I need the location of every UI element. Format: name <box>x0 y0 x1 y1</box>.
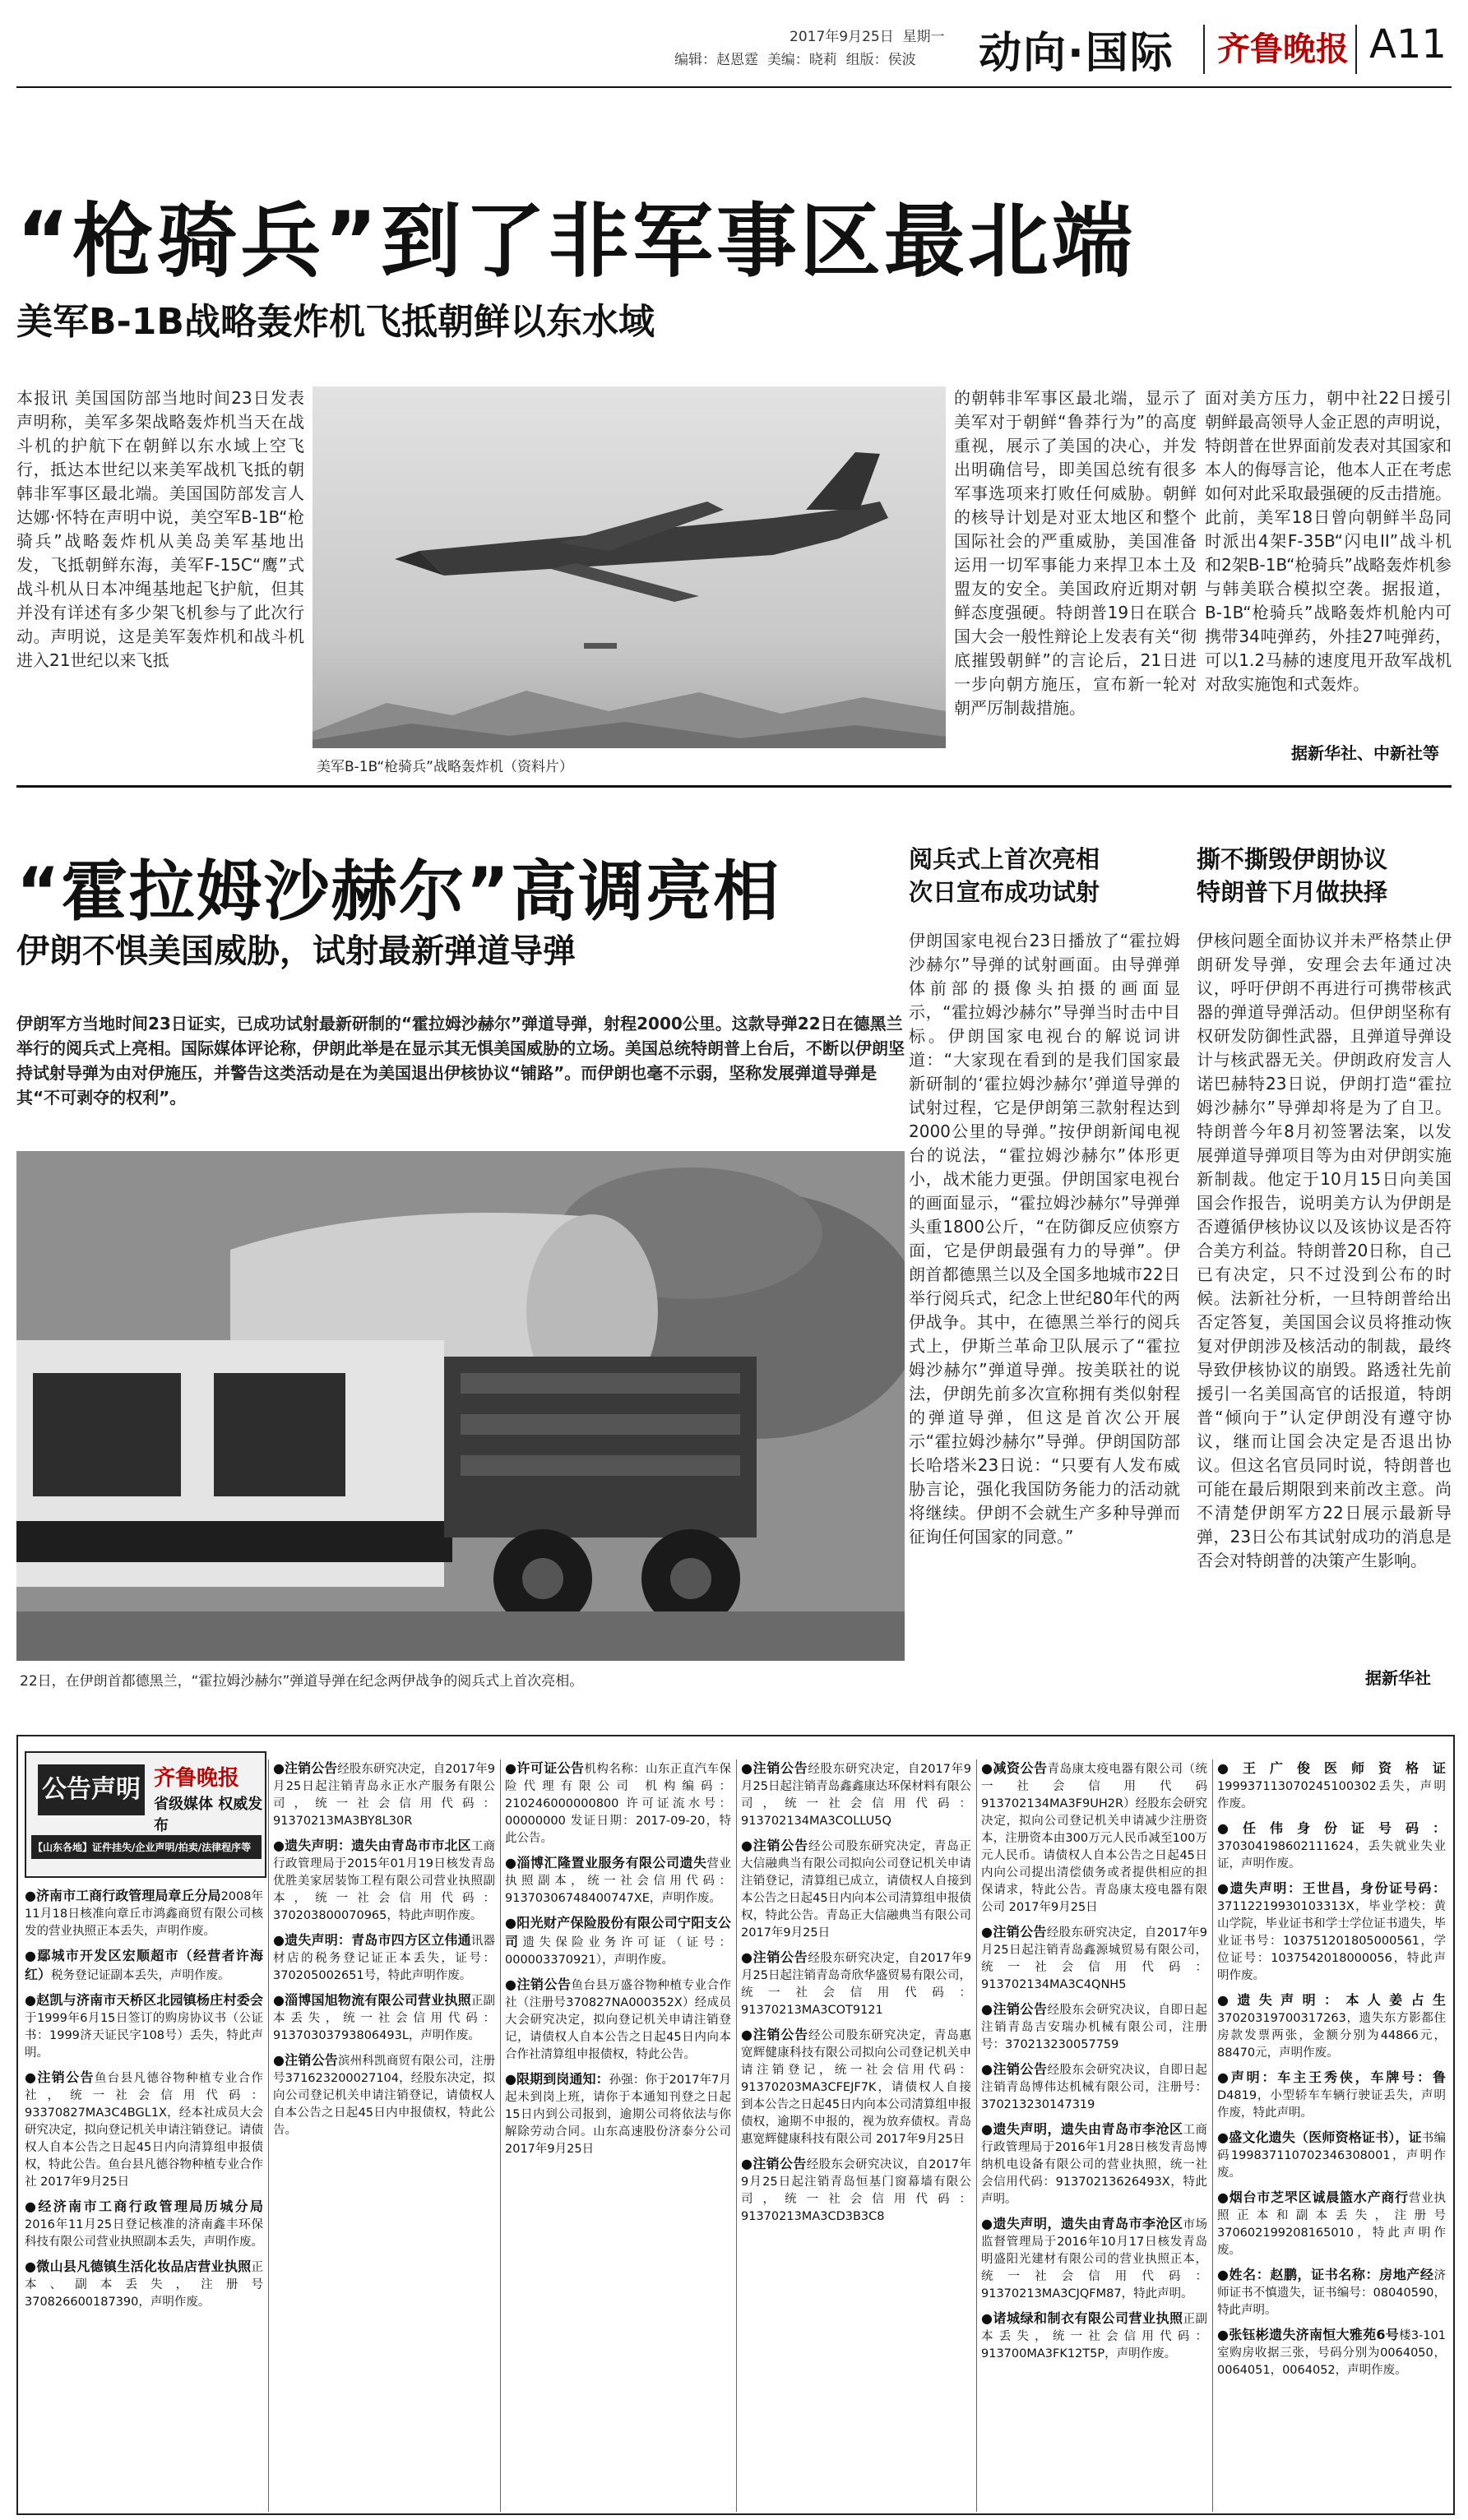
notice-heading: ●张钰彬遗失济南恒大雅苑6号 <box>1217 2327 1400 2342</box>
notice-item <box>741 1837 971 1942</box>
notice-text: 楼3-101室购房收据三张，号码分别为0064050，0064051，0064052，声明作废。 <box>1217 2329 1446 2377</box>
notice-heading: ●许可证公告 <box>505 1760 585 1776</box>
notice-item <box>505 1914 731 1969</box>
notice-item <box>981 2120 1207 2208</box>
story1-credit: 据新华社、中新社等 <box>1291 743 1439 763</box>
notice-item <box>505 2070 731 2158</box>
notice-text: 经股东研究决定，自2017年9月25日起注销青岛鑫源城贸易有限公司，统一社会信用代码：913702134MA3C4QNH5 <box>981 1926 1207 1991</box>
story-divider <box>16 785 1452 788</box>
section-title: 动向·国际 <box>979 29 1174 78</box>
story2-lead: 伊朗军方当地时间23日证实，已成功试射最新研制的“霍拉姆沙赫尔”弹道导弹，射程2000公里。这款导弹22日在德黑兰举行的阅兵式上亮相。国际媒体评论称，伊朗此举是在显示其无惧美国威胁的立场。美国总统特朗普上台后，不断以伊朗坚持试射导弹为由对伊施压，并警告这类活动是在为美国退出伊核协议“铺路”。而伊朗也毫不示弱，坚称发展弹道导弹是其“不可剥夺的权利”。 <box>16 1014 905 1107</box>
notice-heading: ●注销公告 <box>741 2156 807 2171</box>
notice-heading: ●烟台市芝罘区诚晨篮水产商行 <box>1217 2189 1409 2205</box>
proof-text: 组版：侯波 <box>845 52 916 68</box>
ads-banner <box>25 1751 266 1878</box>
notice-item <box>273 2051 495 2139</box>
notice-text: 经公司股东研究决定，青岛惠宽辉健康科技有限公司拟向公司登记机关申请注销登记，统一社会信用代码：91370203MA3CFEJF7K，请债权人自接到本公告之日起45日内向本公司清算组申报债权，逾期不申报的，视为放弃债权。青岛惠宽辉健康科技有限公司 2017年9月25日 <box>741 2029 971 2146</box>
ads-column-divider <box>500 1759 501 2512</box>
notice-text: 于1999年6月15日签订的购房协议书（公证书：1999济天证民字108号）丢失，特此声明。 <box>25 2012 263 2060</box>
notice-item <box>25 2258 263 2311</box>
header-editors <box>674 48 916 68</box>
notice-heading: ●注销公告 <box>981 1924 1047 1940</box>
notice-heading: ●遗失声明：青岛市四方区立伟通 <box>273 1932 471 1948</box>
notice-text: 经股东研究决定，自2017年9月25日起注销青岛奇欣华盛贸易有限公司，统一社会信用代码：91370213MA3COT9121 <box>741 1952 971 2017</box>
notice-text: 经股东会研究决议，自2017年9月25日起注销青岛恒基门窗幕墙有限公司，统一社会信用代码：91370213MA3CD3B3C8 <box>741 2158 971 2223</box>
notice-item <box>273 1991 495 2045</box>
notice-heading: ●限期到岗通知： <box>505 2071 609 2087</box>
story1-column-1: 本报讯 美国国防部当地时间23日发表声明称，美军多架战略轰炸机当天在战斗机的护航下在朝鲜以东水域上空飞行，抵达本世纪以来美军战机飞抵的朝韩非军事区最北端。美国国防部发言人达娜·怀特在声明中说，美空军B-1B“枪骑兵”战略轰炸机从美岛美军基地出发，飞抵朝鲜东海，美军F-15C“鹰”式战斗机从日本冲绳基地起飞护航，但其并没有详述有多少架飞机参与了此次行动。声明说，这是美军轰炸机和战斗机进入21世纪以来飞抵 <box>16 388 304 670</box>
ads-banner-slogan: 省级媒体 权威发布 <box>154 1796 263 1834</box>
notice-heading: ●注销公告 <box>505 1977 572 1992</box>
notice-item <box>981 2000 1207 2054</box>
notice-heading: ●注销公告 <box>741 1760 808 1776</box>
notice-item <box>1217 1880 1446 1985</box>
notice-item <box>25 2069 263 2191</box>
notice-item <box>1217 1991 1446 2062</box>
notice-heading: ●任伟身份证号码： <box>1217 1820 1446 1836</box>
notice-text: 工商行政管理局于2015年01月19日核发青岛优胜美家居装饰工程有限公司营业执照副本，统一社会信用代码：370203800070965，特此声明作废。 <box>273 1840 495 1922</box>
date-text: 2017年9月25日 <box>790 29 894 45</box>
notice-item <box>981 1759 1207 1917</box>
editor-text: 编辑：赵恩霆 <box>674 52 758 68</box>
notice-item <box>981 1923 1207 1994</box>
notice-item <box>505 1976 731 2064</box>
notice-item <box>273 1759 495 1830</box>
notice-text: 滨州科凯商贸有限公司，注册号371623200027104，经股东决定，拟向公司登记机关申请注销登记，请债权人自本公告之日起45日内申报债权，特此公告。 <box>273 2055 495 2137</box>
notice-heading: ●阳光财产保险股份有限公司宁阳支公司 <box>505 1915 731 1949</box>
notice-item <box>273 1931 495 1985</box>
notice-text: 市场监督管理局于2016年10月17日核发青岛明盛阳光建材有限公司的营业执照正本，统一社会信用代码：91370213MA3CJQFM87，特此声明。 <box>981 2218 1207 2300</box>
side-a-text: 伊朗国家电视台23日播放了“霍拉姆沙赫尔”导弹的试射画面。由导弹弹体前部的摄像头拍摄的画面显示，“霍拉姆沙赫尔”导弹当时击中目标。伊朗国家电视台的解说词讲道：“大家现在看到的是我们国家最新研制的‘霍拉姆沙赫尔’弹道导弹的试射过程，它是伊朗第三款射程达到2000公里的导弹。”按伊朗新闻电视台的说法，“霍拉姆沙赫尔”体形更小，战术能力更强。伊朗国家电视台的画面显示，“霍拉姆沙赫尔”导弹弹头重1800公斤，“在防御反应侦察方面，它是伊朗最强有力的导弹”。伊朗首都德黑兰以及全国多地城市22日举行阅兵式，纪念上世纪80年代的两伊战争。其中，在德黑兰举行的阅兵式上，伊斯兰革命卫队展示了“霍拉姆沙赫尔”弹道导弹。按美联社的说法，伊朗先前多次宣称拥有类似射程的弹道导弹，但这是首次公开展示“霍拉姆沙赫尔”导弹。伊朗国防部长哈塔米23日说：“只要有人发布威胁言论，强化我国防务能力的活动就将继续。伊朗不会就生产多种导弹而征询任何国家的同意。” <box>909 931 1180 1547</box>
notice-text: 正副本丢失，统一社会信用代码：91370303793806493L，声明作废。 <box>273 1995 495 2042</box>
header-rule <box>16 86 1452 88</box>
notice-heading: ●遗失声明，遗失由青岛市李沧区 <box>981 2216 1183 2231</box>
ads-column-divider <box>976 1759 977 2512</box>
notice-text: 经股东会研究决议，自即日起注销青岛吉安瑞办机械有限公司，注册号：370213230057759 <box>981 2004 1207 2051</box>
notice-text: 经股东会研究决议，自即日起注销青岛博伟达机械有限公司，注册号：370213230147319 <box>981 2064 1207 2111</box>
notice-text: 199937113070245100302丢失，声明作废。 <box>1217 1780 1446 1810</box>
notice-heading: ●注销公告 <box>273 1760 338 1776</box>
side-b-heading <box>1197 843 1387 909</box>
missile-photo-caption: 22日，在伊朗首都德黑兰，“霍拉姆沙赫尔”弹道导弹在纪念两伊战争的阅兵式上首次亮相。 <box>20 1673 584 1690</box>
notice-heading: ●注销公告 <box>981 2001 1048 2017</box>
notice-item <box>981 2310 1207 2363</box>
notice-text: 经股东研究决定，自2017年9月25日起注销青岛永正水产服务有限公司，统一社会信用代码：91370213MA3BY8L30R <box>273 1763 495 1828</box>
notice-heading: ●注销公告 <box>741 1949 808 1965</box>
story1-headline: “枪骑兵”到了非军事区最北端 <box>16 195 1136 289</box>
header-divider-2 <box>1355 25 1357 74</box>
design-text: 美编：晓莉 <box>766 52 837 68</box>
side-a-title-line-2: 次日宣布成功试射 <box>909 878 1100 906</box>
notice-item <box>741 1949 971 2019</box>
notice-item <box>741 2026 971 2148</box>
notice-text: 青岛康太疫电器有限公司（统一社会信用代码913702134MA3F9UH2R）经股东会研究决定，拟向公司登记机关申请减少注册资本，注册资本由300万元人民币减至100万元人民币。请债权人自本公告之日起45日内向公司提出清偿债务或者提供相应的担保请求，特此公告。青岛康太疫电器有限公司 2017年9月25日 <box>981 1763 1207 1914</box>
notice-text: 37112219930103313X，毕业学校：黄山学院，毕业证书和学士学位证书遗失，毕业证书号：103751201805000561，学位证号：1037542018000056，特此声明作废。 <box>1217 1900 1446 1982</box>
brand-logo: 齐鲁晚报 <box>1217 30 1349 68</box>
notice-text: 书编码199837110702346308001，声明作废。 <box>1217 2132 1446 2180</box>
notice-heading: ●盛文化遗失（医师资格证书），证 <box>1217 2129 1422 2145</box>
notice-item <box>741 2155 971 2226</box>
ads-column-divider <box>736 1759 737 2512</box>
notice-heading: ●姓名：赵鹏，证书名称：房地产经 <box>1217 2267 1434 2282</box>
notice-item <box>1217 2189 1446 2259</box>
header-date <box>790 25 945 45</box>
notice-heading: ●淄博汇隆置业服务有限公司遗失 <box>505 1855 707 1870</box>
ads-column-6 <box>1217 1759 1446 2512</box>
notice-text: 37020319700317263，遗失东方影都住房款发票两张，金额分别为44866元，88470元，声明作废。 <box>1217 2012 1446 2060</box>
story1-subhead: 美军B-1B战略轰炸机飞抵朝鲜以东水域 <box>16 301 655 343</box>
ads-column-2 <box>273 1759 495 2512</box>
weekday-text: 星期一 <box>902 29 945 45</box>
notice-heading: ●淄博国旭物流有限公司营业执照 <box>273 1992 471 2008</box>
notice-heading: ●注销公告 <box>273 2052 338 2068</box>
ads-column-divider <box>268 1759 269 2512</box>
notice-item <box>25 1887 263 1940</box>
notice-heading: ●注销公告 <box>741 2027 808 2042</box>
notice-heading: ●赵凯与济南市天桥区北园镇杨庄村委会 <box>25 1992 263 2008</box>
notice-text: 经公司股东研究决定，青岛正大信融典当有限公司拟向公司登记机关申请注销登记，清算组已成立，请债权人自接到本公告之日起45日内向本公司清算组申报债权，特此公告。青岛正大信融典当有限公司 2017年9月25日 <box>741 1840 971 1940</box>
notice-heading: ●注销公告 <box>981 2061 1048 2077</box>
notice-text: 济师证书不慎遗失，证书编号：08040590，特此声明。 <box>1217 2269 1446 2317</box>
notice-item <box>273 1837 495 1925</box>
story1-column-3: 的朝韩非军事区最北端，显示了美军对于朝鲜“鲁莽行为”的高度重视，展示了美国的决心，并发出明确信号，即美国总统有很多军事选项来打败任何威胁。朝鲜的核导计划是对亚太地区和整个国际社会的严重威胁，美国准备运用一切军事能力来捍卫本土及盟友的安全。美国政府近期对朝鲜态度强硬。特朗普19日在联合国大会一般性辩论上发表有关“彻底摧毁朝鲜”的言论后，21日进一步向朝方施压，宣布新一轮对朝严厉制裁措施。 <box>954 388 1197 718</box>
story2-subhead: 伊朗不惧美国威胁，试射最新弹道导弹 <box>16 932 576 970</box>
notice-heading: ●鄢城市开发区宏顺超市（经营者许海红） <box>25 1948 263 1982</box>
notice-item <box>505 1759 731 1847</box>
ads-column-5 <box>981 1759 1207 2512</box>
notice-item <box>25 2198 263 2251</box>
notice-text: D4819，小型轿车车辆行驶证丢失，声明作废，特此声明。 <box>1217 2089 1446 2120</box>
notice-text: 鱼台县万盛谷物种植专业合作社（注册号370827NA000352X）经成员大会研究决定，拟向登记机关申请注销登记，请债权人自本公告之日起45日内向本合作社清算组申报债权，特此公告。 <box>505 1979 731 2061</box>
notice-heading: ●遗失声明，遗失由青岛市李沧区 <box>981 2121 1183 2137</box>
notice-text: 营业执照副本，统一社会信用代码：91370306748400747XE，声明作废。 <box>505 1857 731 1905</box>
notice-heading: ●诸城绿和制衣有限公司营业执照 <box>981 2310 1183 2326</box>
notice-heading: ●注销公告 <box>741 1838 808 1853</box>
notice-heading: ●遗失声明：本人姜占生 <box>1217 1992 1446 2008</box>
ads-column-divider <box>1212 1759 1213 2512</box>
notice-heading: ●经济南市工商行政管理局历城分局 <box>25 2199 263 2214</box>
notice-text: 经股东研究决定，自2017年9月25日起注销青岛鑫鑫康达环保材料有限公司，统一社会信用代码：913702134MA3COLLU5Q <box>741 1763 971 1828</box>
notice-item <box>1217 2069 1446 2122</box>
side-b-title-line-2: 特朗普下月做抉择 <box>1197 878 1388 906</box>
notice-text: 营业执照正本和副本丢失，注册号370602199208165010，特此声明作废。 <box>1217 2192 1446 2257</box>
header-divider <box>1203 25 1205 74</box>
story2-headline: “霍拉姆沙赫尔”高调亮相 <box>16 853 781 930</box>
ads-banner-brand: 齐鲁晚报 <box>154 1766 240 1791</box>
notice-item <box>741 1759 971 1830</box>
b1b-bomber-photo <box>313 386 946 748</box>
notice-text: 税务登记证副本丢失，声明作废。 <box>51 1969 230 1982</box>
notice-heading: ●遗失声明：王世昌，身份证号码： <box>1217 1880 1446 1896</box>
notice-text: 机构名称：山东正直汽车保险代理有限公司 机构编码：210246000000800 许可证流水号：00000000 发证日期：2017-09-20，特此公告。 <box>505 1763 731 1845</box>
notice-item <box>505 1854 731 1907</box>
story2-credit: 据新华社 <box>1365 1668 1431 1688</box>
side-b-title-line-1: 撕不撕毁伊朗协议 <box>1197 845 1388 873</box>
page-number: A11 <box>1369 21 1447 67</box>
ads-column-3 <box>505 1759 731 2512</box>
notice-text: 正副本丢失，统一社会信用代码：913700MA3FK12T5P，声明作废。 <box>981 2313 1207 2360</box>
notice-heading: ●王广俊医师资格证 <box>1217 1760 1446 1776</box>
notice-heading: ●声明：车主王秀侠，车牌号：鲁 <box>1217 2069 1446 2085</box>
notice-item <box>1217 1759 1446 1813</box>
notice-text: 讯器材店的税务登记证正本丢失，证号：370205002651号，特此声明作废。 <box>273 1935 495 1982</box>
notice-text: 工商行政管理局于2016年1月28日核发青岛博纳机电设备有限公司的营业执照，统一社会信用代码：91370213626493X，特此声明。 <box>981 2124 1207 2206</box>
story1-column-4: 面对美方压力，朝中社22日援引朝鲜最高领导人金正恩的声明说，特朗普在世界面前发表对其国家和本人的侮辱言论，他本人正在考虑如何对此采取最强硬的反击措施。此前，美军18日曾向朝鲜半岛同时派出4架F-35B“闪电II”战斗机和2架B-1B“枪骑兵”战略轰炸机参与韩美联合模拟空袭。据报道，B-1B“枪骑兵”战略轰炸机舱内可携带34吨弹药，外挂27吨弹药，可以1.2马赫的速度甩开敌军战机对敌实施饱和式轰炸。 <box>1205 388 1452 694</box>
notice-item <box>25 1947 263 1985</box>
missile-truck-illustration <box>16 1151 905 1661</box>
notice-text: 370304198602111624，丢失就业失业证，声明作废。 <box>1217 1840 1446 1870</box>
notice-text: 2008年11月18日核准向章丘市鸿鑫商贸有限公司核发的营业执照正本丢失，声明作废。 <box>25 1890 263 1938</box>
notice-heading: ●微山县凡德镇生活化妆品店营业执照 <box>25 2259 252 2274</box>
notice-item <box>1217 1819 1446 1873</box>
notice-heading: ●遗失声明：遗失由青岛市市北区 <box>273 1838 471 1853</box>
ads-banner-title: 公告声明 <box>38 1764 145 1815</box>
ads-banner-tags: 【山东各地】证件挂失/企业声明/拍卖/法律程序等 <box>31 1835 262 1859</box>
b1b-photo-caption: 美军B-1B“枪骑兵”战略轰炸机（资料片） <box>317 759 573 775</box>
bomber-illustration <box>313 386 946 748</box>
notice-item <box>1217 2129 1446 2182</box>
ads-column-4 <box>741 1759 971 2512</box>
notice-item <box>981 2060 1207 2114</box>
notice-heading: ●减资公告 <box>981 1760 1048 1776</box>
notice-item <box>1217 2326 1446 2379</box>
notice-heading: ●济南市工商行政管理局章丘分局 <box>25 1888 221 1903</box>
notice-heading: ●注销公告 <box>25 2069 95 2085</box>
notice-item <box>25 1991 263 2062</box>
notice-item <box>1217 2266 1446 2319</box>
notice-text: 鱼台县凡德谷物种植专业合作社，统一社会信用代码：93370827MA3C4BGL1X，经本社成员大会研究决定，拟向登记机关申请注销登记。请债权人自本公告之日起45日内向清算组申报债权，特此公告。鱼台县凡德谷物种植专业合作社 2017年9月25日 <box>25 2072 263 2189</box>
notice-text: 2016年11月25日登记核准的济南鑫丰环保科技有限公司营业执照副本丢失，声明作废。 <box>25 2218 263 2249</box>
notice-text: 孙强：你于2017年7月起未到岗上班，请你于本通知刊登之日起15日内到公司报到，逾期公司将依法与你解除劳动合同。山东高速股份济泰分公司 2017年9月25日 <box>505 2074 731 2156</box>
ads-column-1 <box>25 1887 263 2512</box>
notice-text: 正本、副本丢失，注册号370826600187390，声明作废。 <box>25 2261 263 2309</box>
side-a-title-line-1: 阅兵式上首次亮相 <box>909 845 1100 873</box>
notice-item <box>981 2215 1207 2303</box>
missile-parade-photo <box>16 1151 905 1661</box>
notice-text: 遗失保险业务许可证（证号：000003370921），声明作废。 <box>505 1936 731 1967</box>
side-b-text: 伊核问题全面协议并未严格禁止伊朗研发导弹，安理会去年通过决议，呼吁伊朗不再进行可携带核武器的弹道导弹活动。但伊朗坚称有权研发防御性武器，且弹道导弹设计与核武器无关。伊朗政府发言人诺巴赫特23日说，伊朗打造“霍拉姆沙赫尔”导弹却将是为了自卫。特朗普今年8月初签署法案，以发展弹道导弹项目等为由对伊朗实施新制裁。他定于10月15日向美国国会作报告，说明美方认为伊朗是否遵循伊核协议以及该协议是否符合美方利益。特朗普20日称，自己已有决定，只不过没到公布的时候。法新社分析，一旦特朗普给出否定答复，美国国会议员将推动恢复对伊朗涉及核活动的制裁，最终导致伊核协议的崩毁。路透社先前援引一名美国高官的话报道，特朗普“倾向于”认定伊朗没有遵守协议，继而让国会决定是否退出协议。但这名官员同时说，特朗普也可能在最后期限到来前改主意。尚不清楚伊朗军方22日展示最新导弹，23日公布其试射成功的消息是否会对特朗普的决策产生影响。 <box>1197 931 1452 1570</box>
side-a-heading <box>909 843 1100 909</box>
